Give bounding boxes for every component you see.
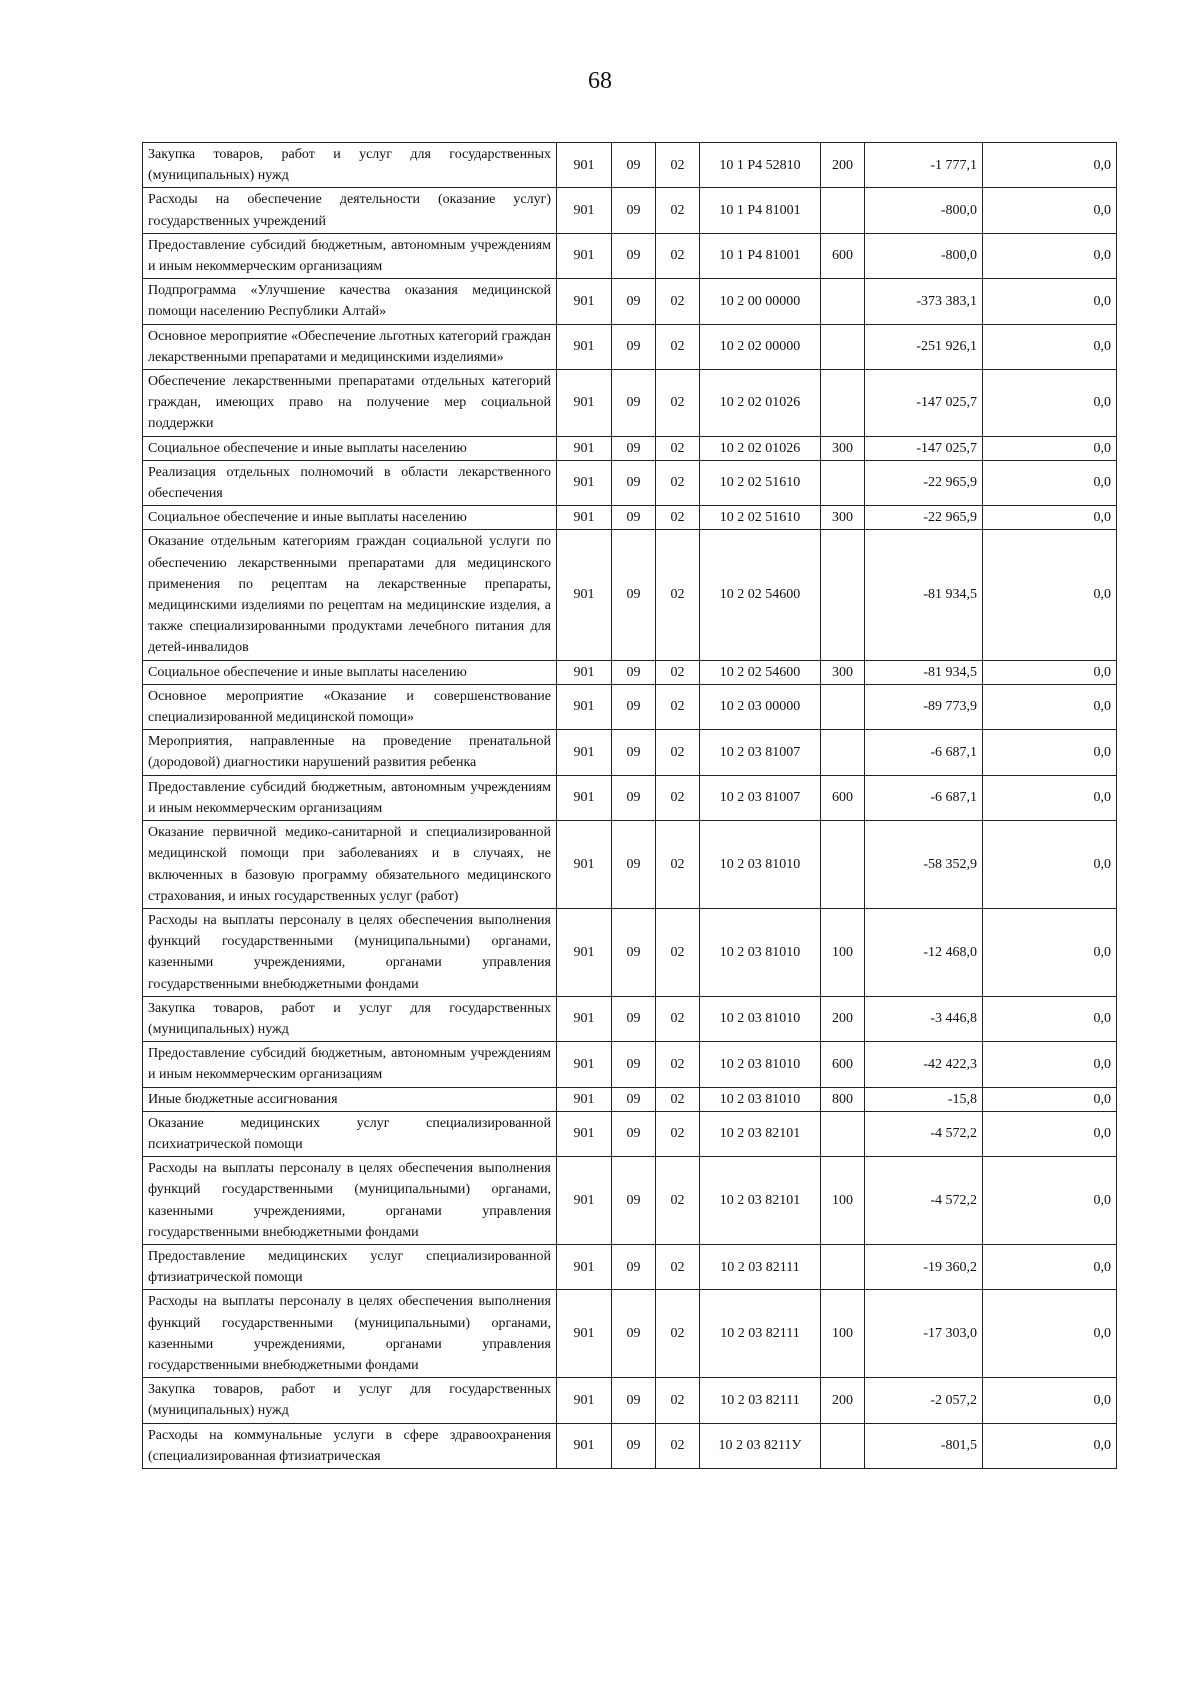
- row-amount: -22 965,9: [865, 460, 983, 505]
- row-subsection: 02: [656, 460, 700, 505]
- table-row: [143, 1042, 1117, 1087]
- row-target-article: 10 2 03 81010: [700, 908, 821, 996]
- row-subsection: 02: [656, 821, 700, 909]
- row-amount-2: 0,0: [983, 1087, 1117, 1111]
- row-target-article: 10 2 02 01026: [700, 436, 821, 460]
- row-name: Оказание первичной медико-санитарной и специализированной медицинской помощи при заболеваниях и в случаях, не включенных в базовую программу обязательного медицинского страхования, и иных государственных услуг (работ): [143, 821, 557, 909]
- row-name: Расходы на выплаты персоналу в целях обеспечения выполнения функций государственными (муниципальными) органами, казенными учреждениями, органами управления государственными внебюджетными фондами: [143, 908, 557, 996]
- row-amount-2: 0,0: [983, 143, 1117, 188]
- row-subsection: 02: [656, 996, 700, 1041]
- row-amount-2: 0,0: [983, 821, 1117, 909]
- row-amount: -22 965,9: [865, 506, 983, 530]
- row-target-article: 10 2 02 51610: [700, 460, 821, 505]
- table-row: [143, 188, 1117, 233]
- row-grbs: 901: [557, 370, 612, 437]
- table-row: [143, 530, 1117, 660]
- row-amount: -1 777,1: [865, 143, 983, 188]
- row-amount: -81 934,5: [865, 530, 983, 660]
- row-amount-2: 0,0: [983, 370, 1117, 437]
- row-section: 09: [612, 370, 656, 437]
- row-subsection: 02: [656, 279, 700, 324]
- table-row: [143, 1244, 1117, 1289]
- row-section: 09: [612, 1423, 656, 1468]
- row-target-article: 10 2 03 81010: [700, 821, 821, 909]
- row-amount: -373 383,1: [865, 279, 983, 324]
- row-name: Расходы на коммунальные услуги в сфере здравоохранения (специализированная фтизиатрическая: [143, 1423, 557, 1468]
- row-name: Расходы на выплаты персоналу в целях обеспечения выполнения функций государственными (муниципальными) органами, казенными учреждениями, органами управления государственными внебюджетными фондами: [143, 1157, 557, 1245]
- row-amount-2: 0,0: [983, 324, 1117, 369]
- row-amount: -6 687,1: [865, 775, 983, 820]
- row-section: 09: [612, 1157, 656, 1245]
- row-expense-type: 600: [821, 775, 865, 820]
- row-expense-type: 200: [821, 996, 865, 1041]
- table-row: [143, 460, 1117, 505]
- row-subsection: 02: [656, 436, 700, 460]
- row-name: Социальное обеспечение и иные выплаты населению: [143, 506, 557, 530]
- row-subsection: 02: [656, 1157, 700, 1245]
- row-amount: -12 468,0: [865, 908, 983, 996]
- row-section: 09: [612, 460, 656, 505]
- row-name: Предоставление субсидий бюджетным, автономным учреждениям и иным некоммерческим организациям: [143, 233, 557, 278]
- row-expense-type: [821, 324, 865, 369]
- row-target-article: 10 2 03 00000: [700, 684, 821, 729]
- table-row: [143, 1157, 1117, 1245]
- row-amount-2: 0,0: [983, 1111, 1117, 1156]
- row-amount: -800,0: [865, 188, 983, 233]
- table-body: [143, 143, 1117, 1469]
- row-section: 09: [612, 996, 656, 1041]
- table-row: [143, 233, 1117, 278]
- row-grbs: 901: [557, 660, 612, 684]
- row-amount-2: 0,0: [983, 908, 1117, 996]
- row-grbs: 901: [557, 530, 612, 660]
- table-row: [143, 908, 1117, 996]
- row-grbs: 901: [557, 1378, 612, 1423]
- row-target-article: 10 2 02 00000: [700, 324, 821, 369]
- row-name: Подпрограмма «Улучшение качества оказания медицинской помощи населению Республики Алтай»: [143, 279, 557, 324]
- row-target-article: 10 2 03 81010: [700, 1042, 821, 1087]
- table-row: [143, 1087, 1117, 1111]
- row-amount-2: 0,0: [983, 460, 1117, 505]
- row-name: Обеспечение лекарственными препаратами отдельных категорий граждан, имеющих право на получение мер социальной поддержки: [143, 370, 557, 437]
- row-amount: -6 687,1: [865, 730, 983, 775]
- row-section: 09: [612, 1087, 656, 1111]
- row-amount-2: 0,0: [983, 1423, 1117, 1468]
- row-grbs: 901: [557, 143, 612, 188]
- row-amount: -2 057,2: [865, 1378, 983, 1423]
- row-target-article: 10 1 Р4 81001: [700, 188, 821, 233]
- row-section: 09: [612, 436, 656, 460]
- row-amount-2: 0,0: [983, 684, 1117, 729]
- row-name: Социальное обеспечение и иные выплаты населению: [143, 660, 557, 684]
- row-name: Предоставление медицинских услуг специализированной фтизиатрической помощи: [143, 1244, 557, 1289]
- row-subsection: 02: [656, 143, 700, 188]
- row-expense-type: 200: [821, 143, 865, 188]
- row-grbs: 901: [557, 1042, 612, 1087]
- row-expense-type: 600: [821, 233, 865, 278]
- row-grbs: 901: [557, 436, 612, 460]
- row-amount: -58 352,9: [865, 821, 983, 909]
- row-name: Расходы на выплаты персоналу в целях обеспечения выполнения функций государственными (муниципальными) органами, казенными учреждениями, органами управления государственными внебюджетными фондами: [143, 1290, 557, 1378]
- row-amount: -251 926,1: [865, 324, 983, 369]
- row-subsection: 02: [656, 1042, 700, 1087]
- row-subsection: 02: [656, 908, 700, 996]
- row-amount-2: 0,0: [983, 436, 1117, 460]
- row-subsection: 02: [656, 1087, 700, 1111]
- row-expense-type: 100: [821, 1157, 865, 1245]
- row-section: 09: [612, 233, 656, 278]
- row-subsection: 02: [656, 370, 700, 437]
- row-amount: -3 446,8: [865, 996, 983, 1041]
- row-expense-type: 100: [821, 908, 865, 996]
- table-row: [143, 279, 1117, 324]
- row-grbs: 901: [557, 1157, 612, 1245]
- row-amount-2: 0,0: [983, 1244, 1117, 1289]
- row-amount-2: 0,0: [983, 1042, 1117, 1087]
- table-row: [143, 1423, 1117, 1468]
- row-amount: -800,0: [865, 233, 983, 278]
- row-amount-2: 0,0: [983, 530, 1117, 660]
- row-expense-type: [821, 530, 865, 660]
- table-row: [143, 506, 1117, 530]
- row-name: Иные бюджетные ассигнования: [143, 1087, 557, 1111]
- row-section: 09: [612, 530, 656, 660]
- row-expense-type: [821, 730, 865, 775]
- row-amount: -19 360,2: [865, 1244, 983, 1289]
- row-grbs: 901: [557, 506, 612, 530]
- row-expense-type: [821, 279, 865, 324]
- row-grbs: 901: [557, 1087, 612, 1111]
- row-section: 09: [612, 1378, 656, 1423]
- row-name: Оказание отдельным категориям граждан социальной услуги по обеспечению лекарственными препаратами для медицинского применения по рецептам на лекарственные препараты, медицинскими изделиями по рецептам на медицинские изделия, а также специализированными продуктами лечебного питания для детей-инвалидов: [143, 530, 557, 660]
- row-target-article: 10 2 03 81010: [700, 996, 821, 1041]
- row-name: Мероприятия, направленные на проведение пренатальной (дородовой) диагностики нарушений развития ребенка: [143, 730, 557, 775]
- row-target-article: 10 1 Р4 81001: [700, 233, 821, 278]
- row-expense-type: [821, 1244, 865, 1289]
- row-expense-type: [821, 684, 865, 729]
- page-number: 68: [588, 68, 612, 94]
- row-section: 09: [612, 684, 656, 729]
- row-expense-type: 600: [821, 1042, 865, 1087]
- row-subsection: 02: [656, 188, 700, 233]
- row-target-article: 10 2 03 81007: [700, 730, 821, 775]
- row-expense-type: [821, 821, 865, 909]
- row-target-article: 10 2 02 01026: [700, 370, 821, 437]
- row-target-article: 10 2 03 81010: [700, 1087, 821, 1111]
- row-amount-2: 0,0: [983, 233, 1117, 278]
- row-amount-2: 0,0: [983, 188, 1117, 233]
- row-section: 09: [612, 660, 656, 684]
- row-target-article: 10 2 02 54600: [700, 530, 821, 660]
- row-name: Закупка товаров, работ и услуг для государственных (муниципальных) нужд: [143, 143, 557, 188]
- row-section: 09: [612, 730, 656, 775]
- row-section: 09: [612, 821, 656, 909]
- row-amount: -89 773,9: [865, 684, 983, 729]
- row-amount: -81 934,5: [865, 660, 983, 684]
- row-amount-2: 0,0: [983, 996, 1117, 1041]
- row-expense-type: [821, 188, 865, 233]
- row-target-article: 10 2 00 00000: [700, 279, 821, 324]
- row-target-article: 10 2 03 8211У: [700, 1423, 821, 1468]
- table-row: [143, 436, 1117, 460]
- row-target-article: 10 2 03 82101: [700, 1111, 821, 1156]
- row-amount-2: 0,0: [983, 775, 1117, 820]
- row-grbs: 901: [557, 233, 612, 278]
- table-row: [143, 143, 1117, 188]
- row-grbs: 901: [557, 1111, 612, 1156]
- row-subsection: 02: [656, 1290, 700, 1378]
- row-target-article: 10 1 Р4 52810: [700, 143, 821, 188]
- row-name: Предоставление субсидий бюджетным, автономным учреждениям и иным некоммерческим организациям: [143, 775, 557, 820]
- row-grbs: 901: [557, 460, 612, 505]
- row-name: Реализация отдельных полномочий в области лекарственного обеспечения: [143, 460, 557, 505]
- row-amount-2: 0,0: [983, 730, 1117, 775]
- row-amount: -4 572,2: [865, 1157, 983, 1245]
- row-name: Основное мероприятие «Оказание и совершенствование специализированной медицинской помощи»: [143, 684, 557, 729]
- row-name: Предоставление субсидий бюджетным, автономным учреждениям и иным некоммерческим организациям: [143, 1042, 557, 1087]
- row-section: 09: [612, 279, 656, 324]
- row-expense-type: 200: [821, 1378, 865, 1423]
- row-grbs: 901: [557, 684, 612, 729]
- table-row: [143, 370, 1117, 437]
- table-row: [143, 821, 1117, 909]
- row-subsection: 02: [656, 660, 700, 684]
- row-grbs: 901: [557, 996, 612, 1041]
- row-expense-type: 300: [821, 506, 865, 530]
- row-amount-2: 0,0: [983, 1157, 1117, 1245]
- row-subsection: 02: [656, 775, 700, 820]
- row-amount-2: 0,0: [983, 1290, 1117, 1378]
- table-row: [143, 775, 1117, 820]
- row-amount: -17 303,0: [865, 1290, 983, 1378]
- row-target-article: 10 2 03 82111: [700, 1244, 821, 1289]
- row-amount-2: 0,0: [983, 660, 1117, 684]
- table-row: [143, 1111, 1117, 1156]
- row-subsection: 02: [656, 1378, 700, 1423]
- row-section: 09: [612, 908, 656, 996]
- row-grbs: 901: [557, 1290, 612, 1378]
- row-section: 09: [612, 1111, 656, 1156]
- table-row: [143, 684, 1117, 729]
- row-section: 09: [612, 324, 656, 369]
- row-grbs: 901: [557, 821, 612, 909]
- budget-table: [142, 142, 1117, 1469]
- row-name: Закупка товаров, работ и услуг для государственных (муниципальных) нужд: [143, 1378, 557, 1423]
- row-amount: -42 422,3: [865, 1042, 983, 1087]
- row-name: Расходы на обеспечение деятельности (оказание услуг) государственных учреждений: [143, 188, 557, 233]
- row-expense-type: [821, 1423, 865, 1468]
- row-amount: -147 025,7: [865, 370, 983, 437]
- table-row: [143, 730, 1117, 775]
- row-subsection: 02: [656, 233, 700, 278]
- row-section: 09: [612, 143, 656, 188]
- row-name: Социальное обеспечение и иные выплаты населению: [143, 436, 557, 460]
- row-section: 09: [612, 1042, 656, 1087]
- row-expense-type: [821, 460, 865, 505]
- row-subsection: 02: [656, 1244, 700, 1289]
- table-row: [143, 660, 1117, 684]
- table-row: [143, 996, 1117, 1041]
- row-target-article: 10 2 02 51610: [700, 506, 821, 530]
- row-target-article: 10 2 03 82111: [700, 1378, 821, 1423]
- row-expense-type: [821, 1111, 865, 1156]
- table-row: [143, 1378, 1117, 1423]
- table-row: [143, 324, 1117, 369]
- row-grbs: 901: [557, 188, 612, 233]
- row-subsection: 02: [656, 324, 700, 369]
- row-subsection: 02: [656, 530, 700, 660]
- table-row: [143, 1290, 1117, 1378]
- row-target-article: 10 2 03 82111: [700, 1290, 821, 1378]
- row-expense-type: [821, 370, 865, 437]
- row-subsection: 02: [656, 506, 700, 530]
- row-name: Оказание медицинских услуг специализированной психиатрической помощи: [143, 1111, 557, 1156]
- row-grbs: 901: [557, 1244, 612, 1289]
- row-subsection: 02: [656, 730, 700, 775]
- row-subsection: 02: [656, 1423, 700, 1468]
- row-name: Закупка товаров, работ и услуг для государственных (муниципальных) нужд: [143, 996, 557, 1041]
- row-expense-type: 300: [821, 660, 865, 684]
- row-grbs: 901: [557, 775, 612, 820]
- row-amount: -801,5: [865, 1423, 983, 1468]
- row-grbs: 901: [557, 1423, 612, 1468]
- row-subsection: 02: [656, 684, 700, 729]
- row-section: 09: [612, 506, 656, 530]
- row-amount-2: 0,0: [983, 279, 1117, 324]
- row-section: 09: [612, 775, 656, 820]
- row-subsection: 02: [656, 1111, 700, 1156]
- row-amount-2: 0,0: [983, 506, 1117, 530]
- row-expense-type: 800: [821, 1087, 865, 1111]
- row-grbs: 901: [557, 730, 612, 775]
- row-amount-2: 0,0: [983, 1378, 1117, 1423]
- row-target-article: 10 2 03 82101: [700, 1157, 821, 1245]
- row-amount: -15,8: [865, 1087, 983, 1111]
- row-grbs: 901: [557, 324, 612, 369]
- row-grbs: 901: [557, 279, 612, 324]
- row-target-article: 10 2 03 81007: [700, 775, 821, 820]
- row-section: 09: [612, 1244, 656, 1289]
- row-expense-type: 100: [821, 1290, 865, 1378]
- row-target-article: 10 2 02 54600: [700, 660, 821, 684]
- row-name: Основное мероприятие «Обеспечение льготных категорий граждан лекарственными препаратами и медицинскими изделиями»: [143, 324, 557, 369]
- row-grbs: 901: [557, 908, 612, 996]
- row-section: 09: [612, 1290, 656, 1378]
- row-expense-type: 300: [821, 436, 865, 460]
- row-amount: -147 025,7: [865, 436, 983, 460]
- row-amount: -4 572,2: [865, 1111, 983, 1156]
- row-section: 09: [612, 188, 656, 233]
